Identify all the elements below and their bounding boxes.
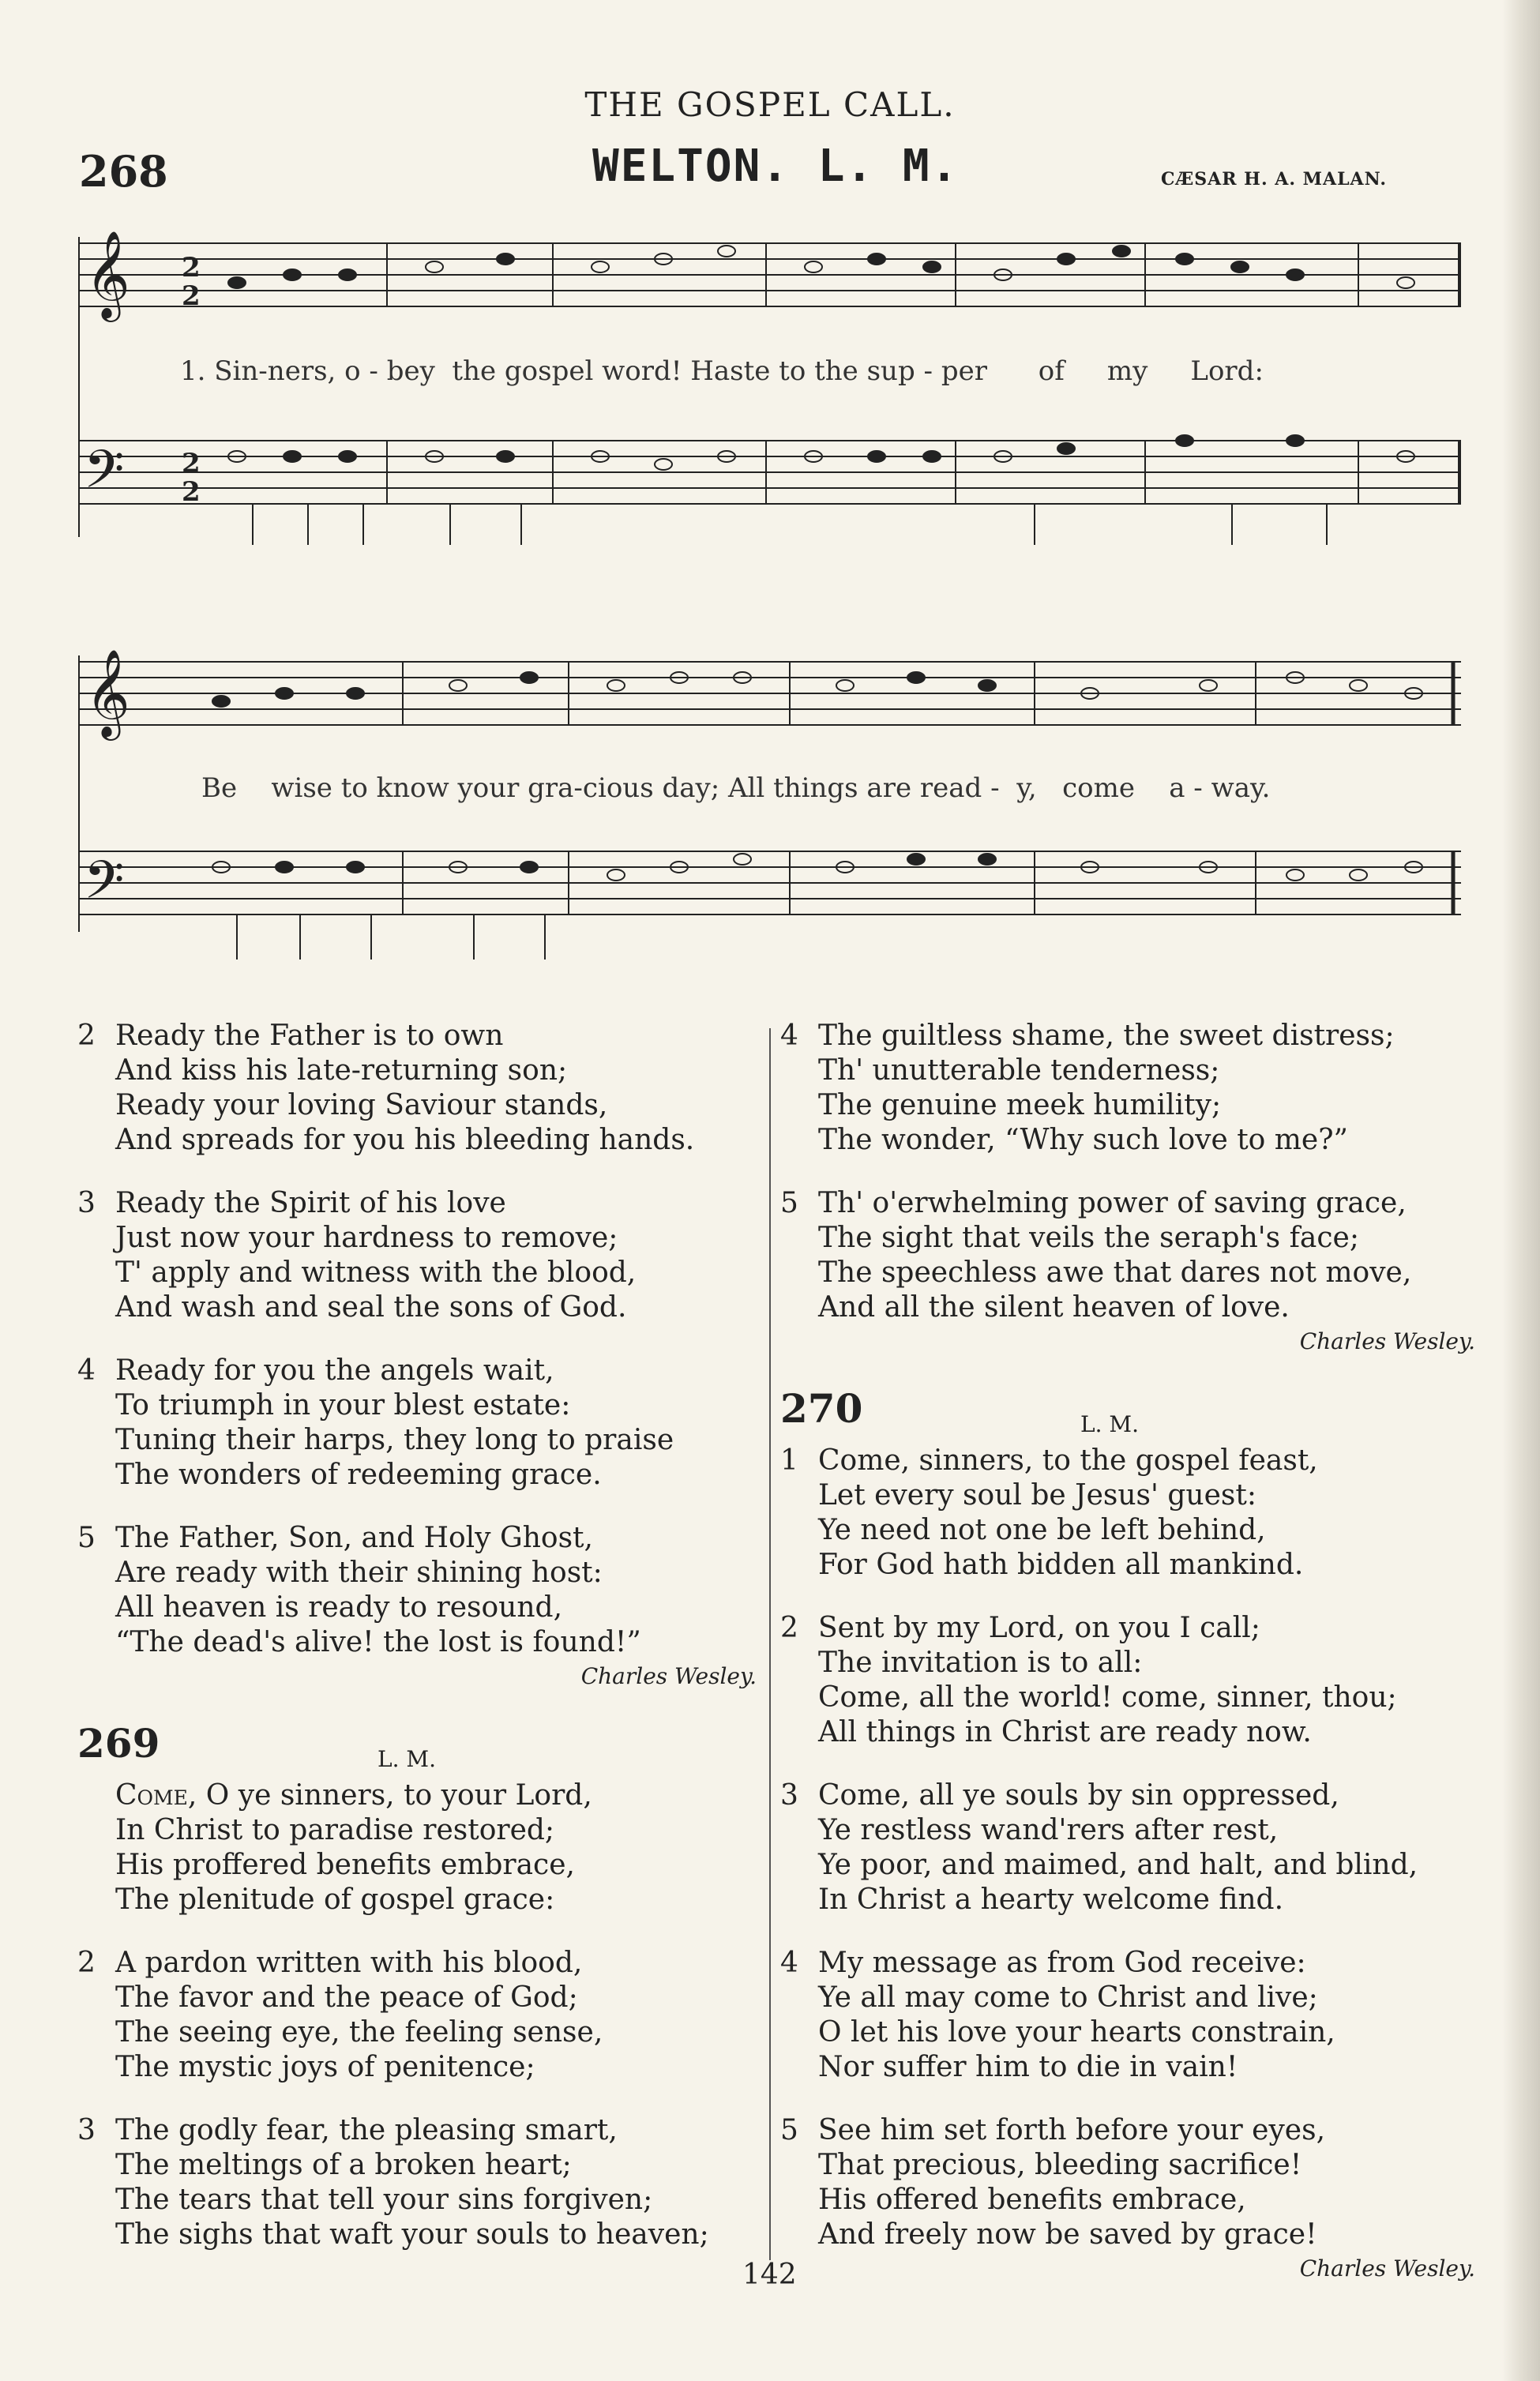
stanza-number: 3: [77, 1187, 96, 1219]
music-score-2: [63, 640, 1477, 971]
stanza-269-1: [77, 1778, 757, 1917]
verse-line: His proffered benefits embrace,: [115, 1849, 575, 1881]
composer: CÆSAR H. A. MALAN.: [1161, 169, 1387, 190]
stanza-270-5: [780, 2113, 1475, 2252]
verse-line: The sighs that waft your souls to heaven;: [115, 2218, 709, 2251]
tune-title: WELTON. L. M.: [592, 141, 960, 192]
stanza-268-5b: [780, 1186, 1475, 1325]
verse-line: The wonder, “Why such love to me?”: [818, 1124, 1348, 1156]
verse-line: In Christ a hearty welcome find.: [818, 1883, 1284, 1916]
hymn-270-meter: L. M.: [1080, 1411, 1139, 1437]
stanza-number: 5: [77, 1522, 96, 1554]
verse-line: Nor suffer him to die in vain!: [818, 2051, 1238, 2083]
running-head: THE GOSPEL CALL.: [584, 85, 956, 124]
verse-line: Ye all may come to Christ and live;: [818, 1981, 1318, 2014]
verse-line: The wonders of redeeming grace.: [115, 1459, 602, 1491]
stanza-269-2: [77, 1946, 757, 2085]
stanza-268-2: [77, 1019, 757, 1158]
hymn-269-meter: L. M.: [377, 1746, 436, 1772]
verse-line: And spreads for you his bleeding hands.: [115, 1124, 695, 1156]
verse-line: Let every soul be Jesus' guest:: [818, 1479, 1256, 1512]
svg-text:2: 2: [182, 448, 201, 479]
verse-line: And freely now be saved by grace!: [818, 2218, 1317, 2251]
stanza-270-2: [780, 1611, 1475, 1750]
verse-line: The Father, Son, and Holy Ghost,: [115, 1522, 593, 1554]
author-268: Charles Wesley.: [580, 1663, 757, 1689]
verse-line: Th' unutterable tenderness;: [818, 1054, 1220, 1087]
verse-line: Ready the Spirit of his love: [115, 1187, 506, 1219]
music-system-1: [63, 221, 1477, 553]
column-divider: [769, 1028, 771, 2260]
page-edge-shadow: [1502, 0, 1540, 2381]
verse-line: Sent by my Lord, on you I call;: [818, 1612, 1260, 1644]
verse-line: Come, all the world! come, sinner, thou;: [818, 1681, 1397, 1714]
lyric-line-2: Be wise to know your gra-cious day; All things are read - y, come a - way.: [201, 772, 1271, 804]
verse-line: Ready your loving Saviour stands,: [115, 1089, 608, 1121]
left-column: [77, 1019, 757, 2281]
author-270: Charles Wesley.: [1299, 2255, 1475, 2281]
verse-line: And kiss his late-returning son;: [115, 1054, 568, 1087]
stanza-number: 3: [780, 1779, 798, 1812]
stanza-number: 5: [780, 2114, 798, 2146]
stanza-number: 5: [780, 1187, 798, 1219]
verse-line: Ready the Father is to own: [115, 1020, 504, 1052]
verse-line: [115, 1778, 757, 1813]
hymn-268-number: 268: [79, 146, 168, 197]
verse-line: And wash and seal the sons of God.: [115, 1291, 627, 1324]
verse-line: The favor and the peace of God;: [115, 1981, 578, 2014]
lyric-line-1: 1. Sin-ners, o - bey the gospel word! Haste to the sup - per of my Lord:: [180, 355, 1264, 387]
verse-line: The guiltless shame, the sweet distress;: [818, 1020, 1395, 1052]
verse-line: “The dead's alive! the lost is found!”: [115, 1626, 641, 1658]
stanza-270-3: [780, 1778, 1475, 1917]
verse-line: The meltings of a broken heart;: [115, 2149, 572, 2181]
stanza-number: 1: [780, 1444, 798, 1477]
verse-line: Ready for you the angels wait,: [115, 1354, 554, 1387]
verse-line: See him set forth before your eyes,: [818, 2114, 1326, 2146]
verse-line: The plenitude of gospel grace:: [115, 1883, 555, 1916]
verse-line: For God hath bidden all mankind.: [818, 1549, 1304, 1581]
svg-text:𝄢: 𝄢: [84, 439, 125, 513]
verse-line: The genuine meek humility;: [818, 1089, 1222, 1121]
verse-line: T' apply and witness with the blood,: [115, 1256, 637, 1289]
verse-line: My message as from God receive:: [818, 1947, 1306, 1979]
verse-line: The invitation is to all:: [818, 1647, 1143, 1679]
verse-line: The sight that veils the seraph's face;: [818, 1222, 1359, 1254]
verse-line: To triumph in your blest estate:: [115, 1389, 571, 1421]
svg-text:𝄞: 𝄞: [85, 230, 130, 318]
svg-text:𝄞: 𝄞: [85, 648, 130, 737]
verse-line: Come, sinners, to the gospel feast,: [818, 1444, 1318, 1477]
stanza-number: 2: [780, 1612, 798, 1644]
music-system-2: [63, 640, 1477, 971]
hymn-269-number: 269: [77, 1720, 160, 1767]
verse-line: The tears that tell your sins forgiven;: [115, 2184, 653, 2216]
stanza-number: 4: [780, 1020, 798, 1052]
verse-line: Just now your hardness to remove;: [115, 1222, 618, 1254]
verse-line: And all the silent heaven of love.: [818, 1291, 1290, 1324]
verse-line: Come, all ye souls by sin oppressed,: [818, 1779, 1339, 1812]
stanza-number: 2: [77, 1947, 96, 1979]
first-line-rest: O ye sinners, to your Lord,: [197, 1779, 592, 1812]
stanza-268-4b: [780, 1019, 1475, 1158]
svg-text:𝄢: 𝄢: [84, 850, 125, 923]
verse-line: That precious, bleeding sacrifice!: [818, 2149, 1302, 2181]
verse-line: A pardon written with his blood,: [115, 1947, 583, 1979]
music-score-1: [63, 221, 1477, 553]
hymn-270-number: 270: [780, 1385, 863, 1432]
stanza-270-4: [780, 1946, 1475, 2085]
stanza-number: 2: [77, 1020, 96, 1052]
first-word: Come,: [115, 1779, 197, 1812]
verse-line: Ye poor, and maimed, and halt, and blind,: [818, 1849, 1418, 1881]
author-268b: Charles Wesley.: [1299, 1328, 1475, 1354]
svg-text:2: 2: [182, 252, 201, 284]
verse-line: The mystic joys of penitence;: [115, 2051, 535, 2083]
stanza-269-3: [77, 2113, 757, 2252]
hymn-269-header: [77, 1722, 757, 1777]
svg-text:2: 2: [182, 476, 201, 508]
verse-line: All things in Christ are ready now.: [818, 1716, 1312, 1748]
verse-line: In Christ to paradise restored;: [115, 1814, 555, 1846]
verse-line: Ye need not one be left behind,: [818, 1514, 1266, 1546]
verse-line: Tuning their harps, they long to praise: [115, 1424, 674, 1456]
stanza-number: 4: [77, 1354, 96, 1387]
verse-line: Are ready with their shining host:: [115, 1557, 603, 1589]
verse-line: O let his love your hearts constrain,: [818, 2016, 1335, 2049]
stanza-number: 4: [780, 1947, 798, 1979]
verse-line: His offered benefits embrace,: [818, 2184, 1246, 2216]
verse-line: The godly fear, the pleasing smart,: [115, 2114, 618, 2146]
right-column: [780, 1019, 1475, 2314]
verse-line: Ye restless wand'rers after rest,: [818, 1814, 1279, 1846]
verse-line: Th' o'erwhelming power of saving grace,: [818, 1187, 1407, 1219]
svg-text:2: 2: [182, 280, 201, 312]
stanza-268-5: [77, 1521, 757, 1660]
stanza-number: 3: [77, 2114, 96, 2146]
page-number: 142: [742, 2259, 797, 2291]
verse-line: All heaven is ready to resound,: [115, 1591, 563, 1624]
stanza-268-4: [77, 1354, 757, 1493]
verse-line: The seeing eye, the feeling sense,: [115, 2016, 603, 2049]
hymn-270-header: [780, 1387, 1475, 1442]
stanza-270-1: [780, 1444, 1475, 1583]
verse-line: The speechless awe that dares not move,: [818, 1256, 1412, 1289]
stanza-268-3: [77, 1186, 757, 1325]
